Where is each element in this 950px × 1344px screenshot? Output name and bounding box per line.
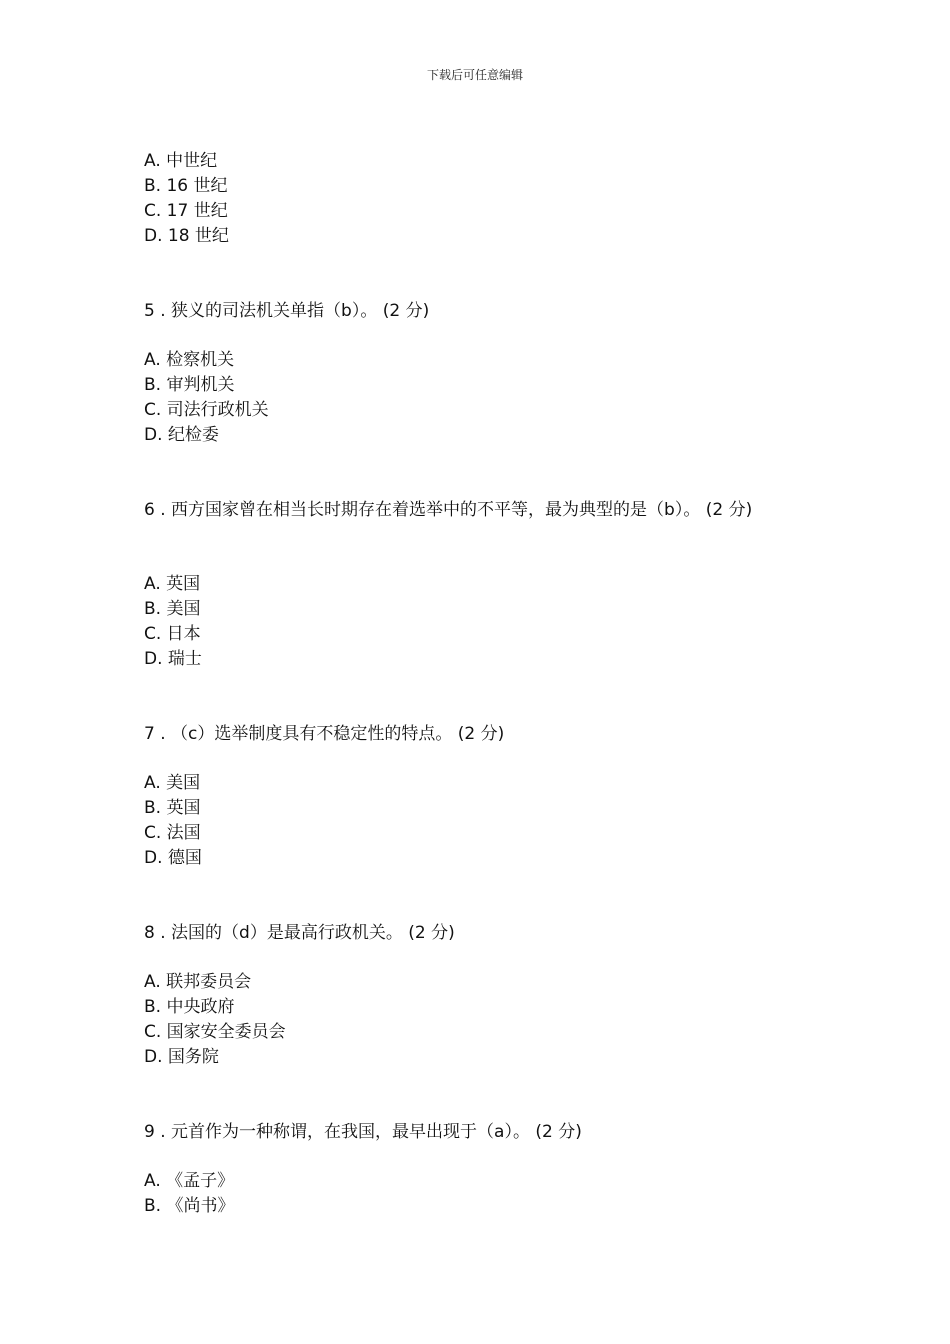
question-7: 7 . （c）选举制度具有不稳定性的特点。 (2 分) bbox=[144, 724, 505, 744]
option-d: D. 纪检委 bbox=[144, 425, 219, 445]
question-8: 8 . 法国的（d）是最高行政机关。 (2 分) bbox=[144, 923, 455, 943]
option-c: C. 司法行政机关 bbox=[144, 400, 269, 420]
question-9: 9 . 元首作为一种称谓，在我国，最早出现于（a）。 (2 分) bbox=[144, 1122, 582, 1142]
option-d: D. 德国 bbox=[144, 848, 202, 868]
option-b: B. 《尚书》 bbox=[144, 1196, 235, 1216]
option-b: B. 16 世纪 bbox=[144, 176, 228, 196]
option-d: D. 瑞士 bbox=[144, 649, 202, 669]
option-b: B. 中央政府 bbox=[144, 997, 235, 1017]
option-a: A. 联邦委员会 bbox=[144, 972, 252, 992]
option-a: A. 美国 bbox=[144, 773, 201, 793]
question-6: 6 . 西方国家曾在相当长时期存在着选举中的不平等，最为典型的是（b）。 (2 分) bbox=[144, 500, 753, 520]
option-b: B. 美国 bbox=[144, 599, 201, 619]
option-d: D. 18 世纪 bbox=[144, 226, 229, 246]
option-c: C. 17 世纪 bbox=[144, 201, 228, 221]
option-b: B. 审判机关 bbox=[144, 375, 235, 395]
option-b: B. 英国 bbox=[144, 798, 201, 818]
option-a: A. 检察机关 bbox=[144, 350, 235, 370]
option-a: A. 英国 bbox=[144, 574, 201, 594]
option-c: C. 日本 bbox=[144, 624, 201, 644]
option-a: A. 《孟子》 bbox=[144, 1171, 235, 1191]
option-c: C. 法国 bbox=[144, 823, 201, 843]
option-d: D. 国务院 bbox=[144, 1047, 219, 1067]
option-a: A. 中世纪 bbox=[144, 151, 218, 171]
page-header: 下载后可任意编辑 bbox=[426, 68, 523, 82]
question-5: 5 . 狭义的司法机关单指（b）。 (2 分) bbox=[144, 301, 430, 321]
option-c: C. 国家安全委员会 bbox=[144, 1022, 286, 1042]
